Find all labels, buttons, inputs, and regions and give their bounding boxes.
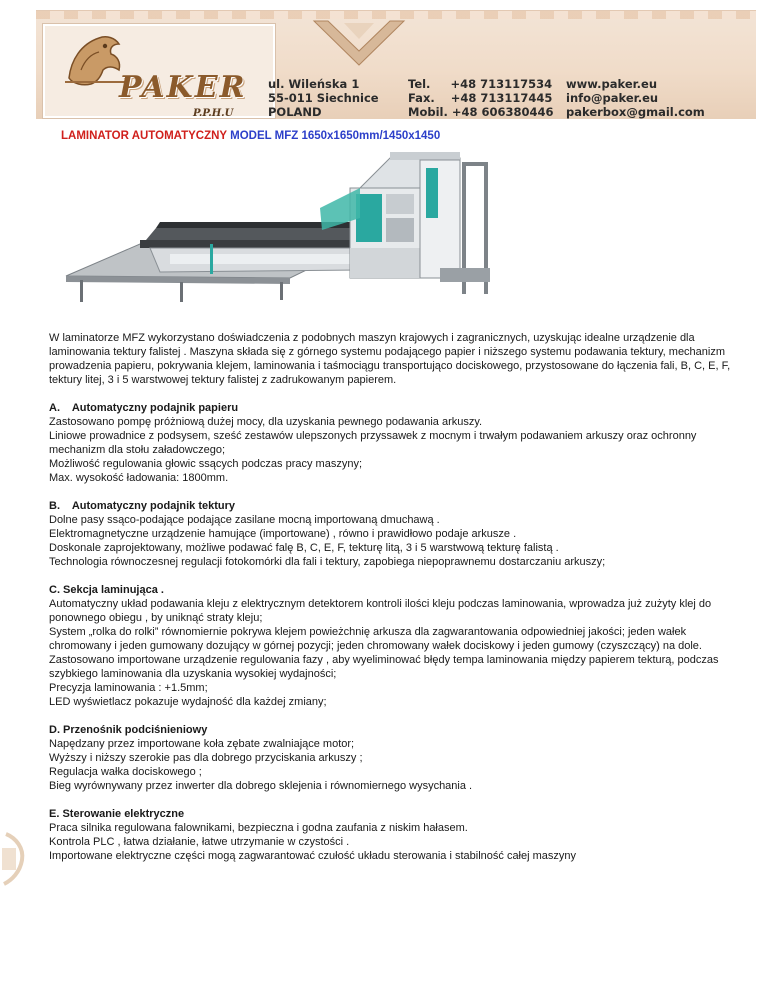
website-link[interactable]: www.paker.eu [566, 77, 658, 91]
title-model: MODEL MFZ 1650x1650mm/1450x1450 [230, 130, 441, 142]
section-line: Liniowe prowadnice z podsysem, sześć zestawów ulepszonych przyssawek z mocnym i trwałym podawaniem arkuszy oraz ochronny mechanizm dla stołu załadowczego; [49, 430, 697, 456]
section-title: C. Sekcja laminująca . [49, 584, 164, 596]
section-line: Napędzany przez importowane koła zębate zwalniające motor; [49, 738, 355, 750]
web-block [566, 77, 705, 119]
section-line: Max. wysokość ładowania: 1800mm. [49, 472, 229, 484]
phone-line: Tel. +48 713117534 [408, 77, 553, 91]
section-line: Elektromagnetyczne urządzenie hamujące (importowane) , równo i prawidłowo podaje arkusze . [49, 528, 517, 540]
address-line: ul. Wileńska 1 [268, 77, 360, 91]
phone-line: Fax. +48 713117445 [408, 91, 553, 105]
v-emblem-icon [304, 17, 414, 73]
page-title [61, 130, 440, 142]
section-line: Technologia równoczesnej regulacji fotokomórki dla fali i tektury, zapobiega niepoprawnemu dostarczaniu arkuszy; [49, 556, 606, 568]
phone-block [408, 77, 554, 119]
section-title: E. Sterowanie elektryczne [49, 808, 185, 820]
section-line: Zastosowano pompę próżniową dużej mocy, dla uzyskania pewnego podawania arkuszy. [49, 416, 483, 428]
section-line: Wyższy i niższy szerokie pas dla dobrego przyciskania arkuszy ; [49, 752, 363, 764]
section-line: LED wyświetlacz pokazuje wydajność dla każdej zmiany; [49, 696, 327, 708]
phone-line: Mobil. +48 606380446 [408, 105, 554, 119]
section-line: Dolne pasy ssąco-podające podające zasilane mocną importowaną dmuchawą . [49, 514, 440, 526]
section-line: System „rolka do rolki” równomiernie pokrywa klejem powieżchnię arkusza dla zagwarantowania odpowiedniej jakości; jeden wałek chromowany i jeden gumowany dozujący w górnej pozycji; jeden chromowany wałek dociskowy i jeden gumowy (czyszczący) na dole. [49, 626, 702, 652]
section-line: Kontrola PLC , łatwa działanie, łatwe utrzymanie w czystości . [49, 836, 350, 848]
letterhead [36, 10, 756, 119]
address-block [268, 77, 379, 119]
section-line: Automatyczny układ podawania kleju z elektrycznym detektorem kontroli ilości kleju podczas laminowania, wprowadza już zużyty klej do ponownego obiegu , by uniknąć straty kleju; [49, 598, 712, 624]
intro-paragraph: W laminatorze MFZ wykorzystano doświadczenia z podobnych maszyn krajowych i zagranicznych, uzyskując idealne urządzenie dla laminowania tektury falistej . Maszyna składa się z górnego systemu podającego papier i niższego systemu podawania tektury, mechanizm prowadzenia papieru, pokrywania klejem, laminowania i taśmociągu transportująco dociskowego, przystosowane do łączenia fali, B, C, E, F, tektury litej, 3 i 5 warstwowej tektury falistej z zadrukowanym papierem. [49, 332, 731, 386]
laminator-machine-image [60, 148, 490, 308]
section-title: A. Automatyczny podajnik papieru [49, 402, 239, 414]
section-line: Importowane elektryczne części mogą zagwarantować czułość układu sterowania i stabilność całej maszyny [49, 850, 577, 862]
section-title: D. Przenośnik podciśnieniowy [49, 724, 208, 736]
section-line: Regulacja wałka dociskowego ; [49, 766, 202, 778]
logo [42, 23, 276, 119]
email-link[interactable]: info@paker.eu [566, 91, 659, 105]
address-line: POLAND [268, 105, 322, 119]
section-line: Praca silnika regulowana falownikami, bezpieczna i godna zaufania z niskim hałasem. [49, 822, 468, 834]
section-line: Zastosowano importowane urządzenie regulowania fazy , aby wyeliminować błędy tempa laminowania między papierem tekturą, podczas szybkiego laminowania dla uzyskania wysokiej wydajności; [49, 654, 719, 680]
section-line: Możliwość regulowania głowic ssących podczas pracy maszyny; [49, 458, 363, 470]
email-link[interactable]: pakerbox@gmail.com [566, 105, 705, 119]
brand-name: PAKER [119, 70, 247, 105]
brand-subtitle: P.P.H.U [193, 108, 234, 119]
corner-ornament-icon [0, 828, 36, 888]
section-line: Doskonale zaprojektowany, możliwe podawać falę B, C, E, F, tekturę litą, 3 i 5 warstwową tekturę falistą . [49, 542, 559, 554]
section-line: Precyzja laminowania : +1.5mm; [49, 682, 208, 694]
section-title: B. Automatyczny podajnik tektury [49, 500, 236, 512]
title-product: LAMINATOR AUTOMATYCZNY [61, 130, 227, 142]
address-line: 55-011 Siechnice [268, 91, 379, 105]
section-line: Bieg wyrównywany przez inwerter dla dobrego sklejenia i równomiernego wysychania . [49, 780, 473, 792]
document-body [49, 331, 739, 863]
